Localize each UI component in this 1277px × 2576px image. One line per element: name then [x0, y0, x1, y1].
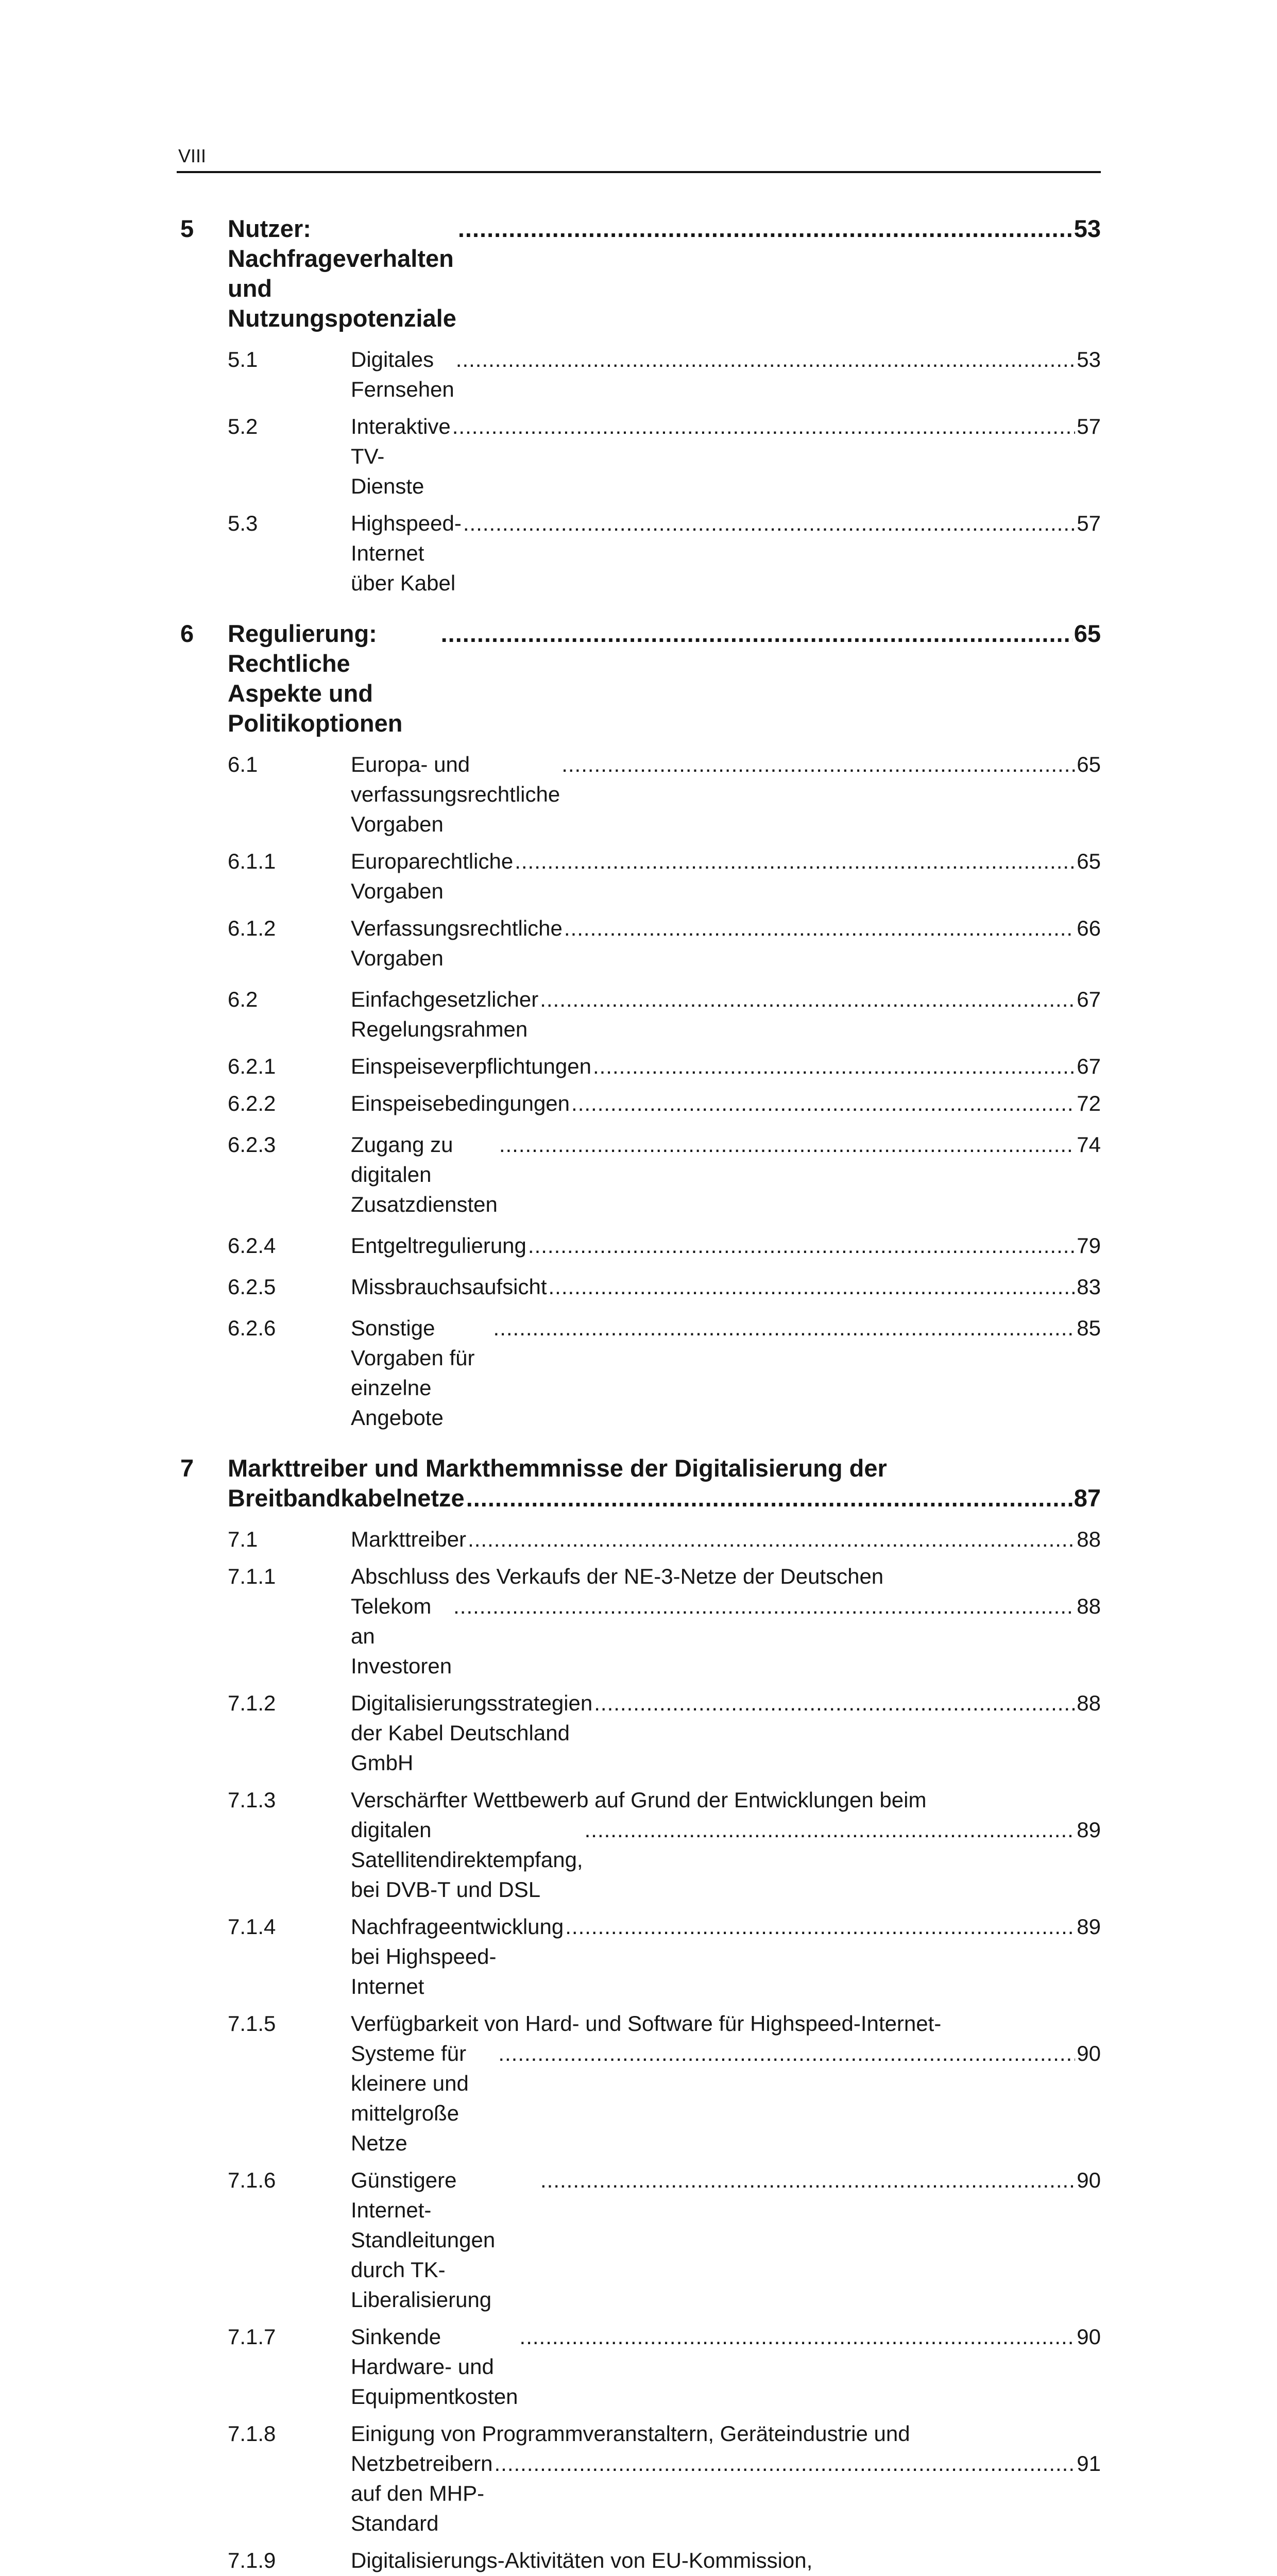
toc-number: 7.1.9	[228, 2548, 276, 2572]
dot-leader	[548, 1272, 1075, 1302]
toc-chapter	[180, 1453, 1101, 1513]
toc-title: Missbrauchsaufsicht	[351, 1275, 547, 1299]
toc-title: Markttreiber	[351, 1527, 467, 1551]
toc-page-number: 74	[1077, 1132, 1101, 1157]
toc-page-number: 91	[1077, 2451, 1101, 2476]
toc-number: 6.2.3	[228, 1132, 276, 1157]
toc-page-number: 90	[1077, 2168, 1101, 2192]
toc-section	[180, 2009, 1101, 2158]
dot-leader	[441, 619, 1072, 649]
dot-leader	[564, 913, 1075, 943]
toc-number: 7.1.5	[228, 2011, 276, 2036]
toc-number: 6.2.2	[228, 1091, 276, 1115]
dot-leader	[468, 1524, 1075, 1554]
toc-page-number: 72	[1077, 1091, 1101, 1115]
dot-leader	[594, 1688, 1075, 1718]
table-of-contents	[180, 214, 1101, 2576]
toc-number: 7.1.8	[228, 2421, 276, 2446]
toc-number: 6.1.2	[228, 916, 276, 940]
toc-number: 7	[180, 1454, 194, 1482]
toc-title: Zugang zu digitalen Zusatzdiensten	[351, 1132, 498, 1216]
toc-page-number: 90	[1077, 2041, 1101, 2065]
toc-section	[180, 913, 1101, 973]
toc-page-number: 57	[1077, 414, 1101, 438]
toc-number: 6.2.1	[228, 1054, 276, 1078]
toc-section	[180, 2419, 1101, 2538]
toc-title: Breitbandkabelnetze	[228, 1484, 465, 1512]
toc-section	[180, 1562, 1101, 1681]
dot-leader	[540, 985, 1075, 1014]
toc-title: Digitales Fernsehen	[351, 347, 454, 401]
dot-leader	[520, 2322, 1076, 2352]
toc-number: 5.3	[228, 511, 258, 535]
toc-number: 5.1	[228, 347, 258, 371]
toc-number: 5.2	[228, 414, 258, 438]
toc-title: Nachfrageentwicklung bei Highspeed-Internet	[351, 1914, 564, 1998]
toc-page-number: 88	[1077, 1594, 1101, 1618]
dot-leader	[458, 214, 1072, 244]
dot-leader	[540, 2165, 1075, 2195]
toc-number: 7.1.3	[228, 1788, 276, 1812]
dot-leader	[494, 2449, 1075, 2479]
toc-page-number: 57	[1077, 511, 1101, 535]
toc-title: Sinkende Hardware- und Equipmentkosten	[351, 2325, 518, 2409]
toc-title: Einspeiseverpflichtungen	[351, 1054, 591, 1078]
toc-title: Europa- und verfassungsrechtliche Vorgaben	[351, 752, 560, 836]
toc-page-number: 89	[1077, 1818, 1101, 1842]
dot-leader	[452, 412, 1076, 442]
toc-title: Einigung von Programmveranstaltern, Geräteindustrie und	[351, 2421, 910, 2446]
page-header	[177, 139, 1101, 173]
toc-title: Europarechtliche Vorgaben	[351, 849, 514, 903]
dot-leader	[517, 2575, 1075, 2576]
dot-leader	[515, 846, 1075, 876]
toc-title: Markttreiber und Markthemmnisse der Digitalisierung der	[228, 1454, 887, 1482]
toc-title: Highspeed-Internet über Kabel	[351, 511, 462, 595]
toc-page-number: 53	[1077, 347, 1101, 371]
toc-page-number: 66	[1077, 916, 1101, 940]
toc-title: digitalen Satellitendirektempfang, bei DVB-T und DSL	[351, 1818, 583, 1902]
toc-title: Regulierung: Rechtliche Aspekte und Politikoptionen	[228, 620, 403, 737]
toc-section	[180, 1089, 1101, 1118]
toc-title: Einspeisebedingungen	[351, 1091, 570, 1115]
toc-title: Entgeltregulierung	[351, 1233, 526, 1258]
toc-section	[180, 750, 1101, 839]
toc-page-number: 65	[1074, 620, 1101, 647]
toc-number: 6.2.6	[228, 1316, 276, 1340]
dot-leader	[565, 1912, 1075, 1942]
toc-page-number: 85	[1077, 1316, 1101, 1340]
toc-number: 5	[180, 215, 194, 242]
toc-page-number: 88	[1077, 1527, 1101, 1551]
toc-section	[180, 2546, 1101, 2576]
dot-leader	[571, 1089, 1075, 1118]
toc-number: 7.1.4	[228, 1914, 276, 1939]
toc-page-number: 83	[1077, 1275, 1101, 1299]
toc-title: Interaktive TV-Dienste	[351, 414, 451, 498]
toc-section	[180, 2165, 1101, 2315]
toc-section	[180, 1912, 1101, 2002]
toc-number: 6.1	[228, 752, 258, 776]
toc-title: Digitalisierungsstrategien der Kabel Deutschland GmbH	[351, 1691, 593, 1775]
toc-title: Telekom an Investoren	[351, 1594, 452, 1678]
toc-section	[180, 2322, 1101, 2412]
dot-leader	[463, 509, 1075, 538]
toc-section	[180, 1785, 1101, 1905]
page-number: VIII	[178, 145, 207, 166]
dot-leader	[561, 750, 1075, 779]
dot-leader	[456, 345, 1076, 375]
toc-title: Verfügbarkeit von Hard- und Software für Highspeed-Internet-	[351, 2011, 942, 2036]
toc-page-number: 87	[1074, 1484, 1101, 1512]
toc-number: 6.2	[228, 987, 258, 1011]
toc-chapter	[180, 619, 1101, 738]
toc-title: Verschärfter Wettbewerb auf Grund der Entwicklungen beim	[351, 1788, 927, 1812]
toc-section	[180, 345, 1101, 404]
toc-section	[180, 509, 1101, 598]
toc-section	[180, 412, 1101, 501]
toc-title: Digitalisierungs-Aktivitäten von EU-Kommission,	[351, 2548, 813, 2572]
toc-page-number: 79	[1077, 1233, 1101, 1258]
toc-title: Netzbetreibern auf den MHP-Standard	[351, 2451, 493, 2535]
toc-number: 7.1.7	[228, 2325, 276, 2349]
toc-number: 6.2.5	[228, 1275, 276, 1299]
toc-section	[180, 1272, 1101, 1302]
dot-leader	[453, 1591, 1075, 1621]
toc-number: 6	[180, 620, 194, 647]
dot-leader	[528, 1231, 1075, 1261]
dot-leader	[498, 2039, 1075, 2069]
toc-page-number: 67	[1077, 987, 1101, 1011]
dot-leader	[493, 1313, 1076, 1343]
toc-number: 7.1.2	[228, 1691, 276, 1715]
toc-page-number: 88	[1077, 1691, 1101, 1715]
toc-page-number: 89	[1077, 1914, 1101, 1939]
toc-section	[180, 1052, 1101, 1081]
toc-number: 6.1.1	[228, 849, 276, 873]
toc-section	[180, 985, 1101, 1044]
toc-title: Abschluss des Verkaufs der NE-3-Netze der Deutschen	[351, 1564, 884, 1588]
dot-leader	[466, 1483, 1072, 1513]
toc-title: Sonstige Vorgaben für einzelne Angebote	[351, 1316, 475, 1430]
toc-page-number: 65	[1077, 849, 1101, 873]
toc-chapter	[180, 214, 1101, 333]
dot-leader	[499, 1130, 1075, 1160]
toc-section	[180, 1231, 1101, 1261]
toc-number: 7.1	[228, 1527, 258, 1551]
toc-title: Einfachgesetzlicher Regelungsrahmen	[351, 987, 539, 1041]
dot-leader	[593, 1052, 1075, 1081]
toc-page-number: 90	[1077, 2325, 1101, 2349]
toc-title: Nutzer: Nachfrageverhalten und Nutzungspotenziale	[228, 215, 456, 332]
toc-page-number	[1077, 2575, 1101, 2576]
toc-title	[351, 2575, 516, 2576]
toc-number: 6.2.4	[228, 1233, 276, 1258]
toc-title: Günstigere Internet-Standleitungen durch TK-Liberalisierung	[351, 2168, 496, 2312]
toc-section	[180, 1313, 1101, 1433]
toc-number: 7.1.1	[228, 1564, 276, 1588]
toc-title: Verfassungsrechtliche Vorgaben	[351, 916, 563, 970]
toc-page-number: 65	[1077, 752, 1101, 776]
toc-page-number: 67	[1077, 1054, 1101, 1078]
toc-section	[180, 1688, 1101, 1778]
toc-title: Systeme für kleinere und mittelgroße Netze	[351, 2041, 469, 2155]
dot-leader	[585, 1815, 1076, 1845]
toc-page-number: 53	[1074, 215, 1101, 242]
toc-section	[180, 846, 1101, 906]
toc-number: 7.1.6	[228, 2168, 276, 2192]
toc-section	[180, 1130, 1101, 1219]
toc-section	[180, 1524, 1101, 1554]
